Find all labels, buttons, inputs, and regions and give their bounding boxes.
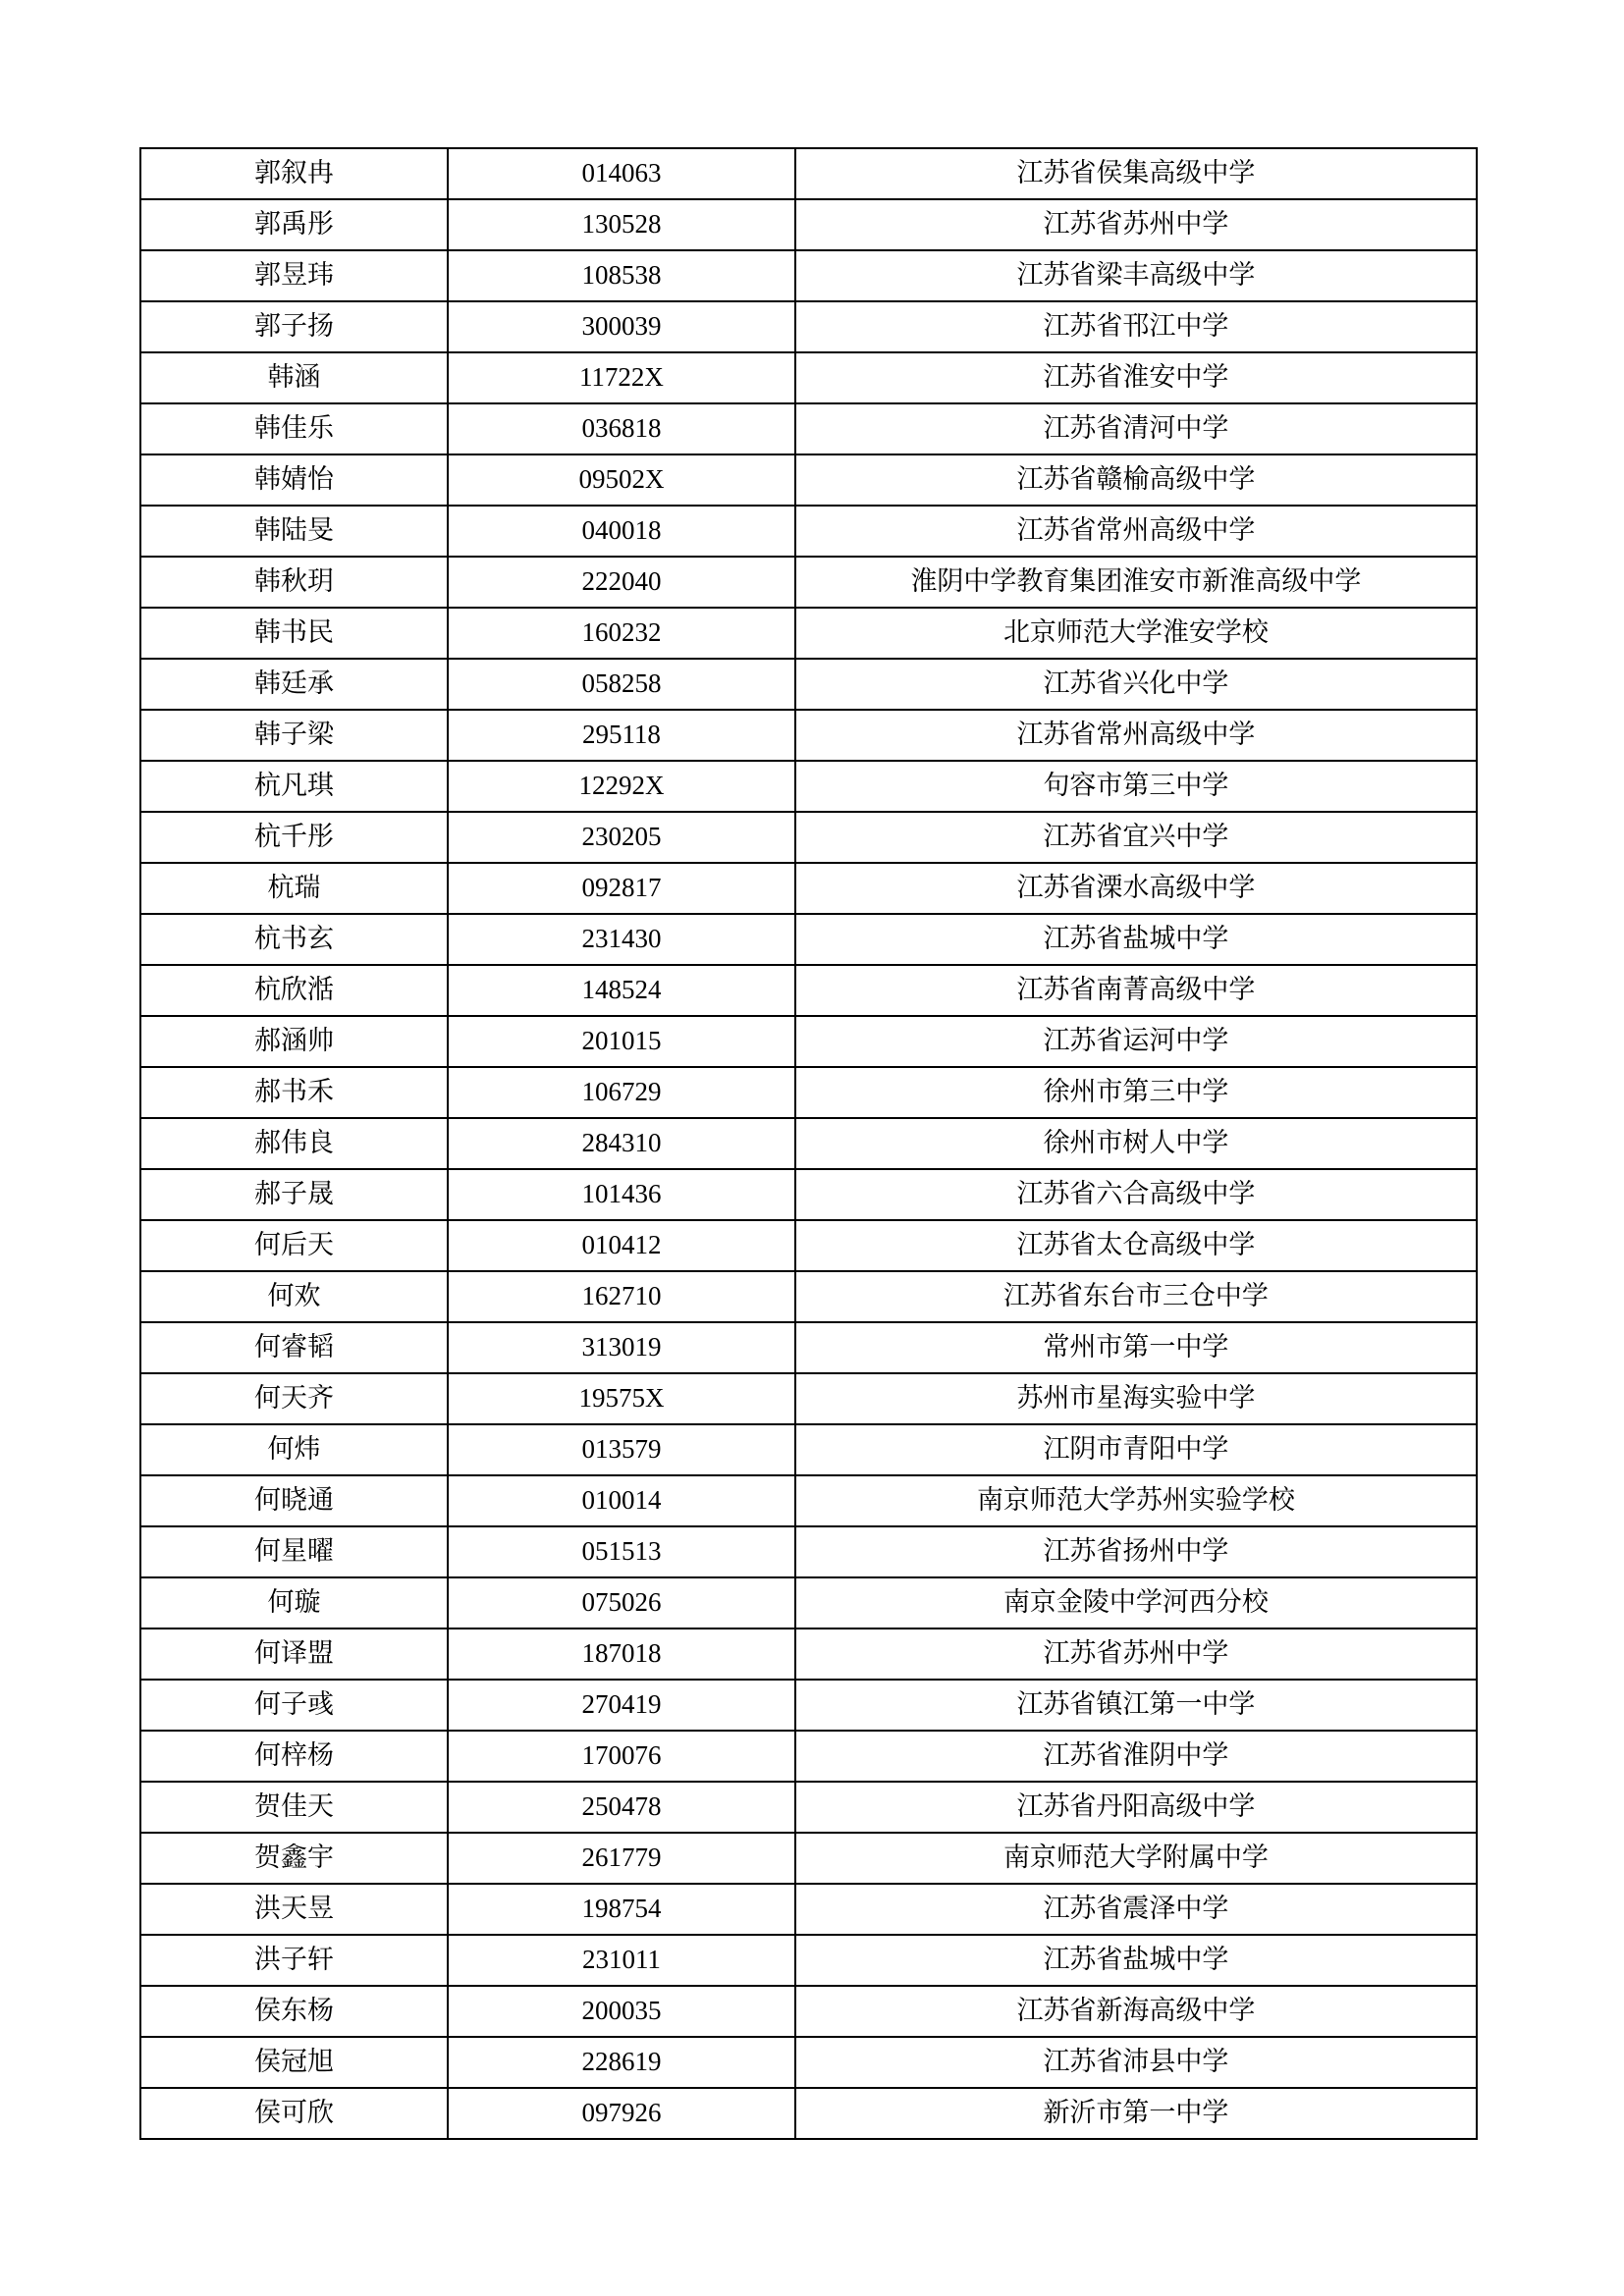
student-name: 何后天	[140, 1220, 448, 1271]
school-name: 新沂市第一中学	[795, 2088, 1477, 2139]
table-row	[140, 199, 1477, 250]
student-id: 014063	[448, 148, 795, 199]
student-id: 010412	[448, 1220, 795, 1271]
school-name: 江苏省淮阴中学	[795, 1731, 1477, 1782]
student-id: 075026	[448, 1577, 795, 1629]
student-name: 何璇	[140, 1577, 448, 1629]
table-row	[140, 1067, 1477, 1118]
table-row	[140, 2037, 1477, 2088]
student-name: 杭瑞	[140, 863, 448, 914]
student-name: 郭叙冉	[140, 148, 448, 199]
student-name: 韩书民	[140, 608, 448, 659]
table-row	[140, 1016, 1477, 1067]
school-name: 江苏省苏州中学	[795, 1629, 1477, 1680]
table-row	[140, 557, 1477, 608]
student-name: 何梓杨	[140, 1731, 448, 1782]
table-row	[140, 403, 1477, 454]
student-id: 058258	[448, 659, 795, 710]
school-name: 江苏省常州高级中学	[795, 506, 1477, 557]
student-name: 何子彧	[140, 1680, 448, 1731]
student-name: 洪子轩	[140, 1935, 448, 1986]
school-name: 江苏省盐城中学	[795, 1935, 1477, 1986]
student-name: 郭子扬	[140, 301, 448, 352]
student-id: 162710	[448, 1271, 795, 1322]
table-row	[140, 1373, 1477, 1424]
student-name: 何睿韬	[140, 1322, 448, 1373]
student-name: 韩婧怡	[140, 454, 448, 506]
school-name: 南京师范大学苏州实验学校	[795, 1475, 1477, 1526]
student-name: 何炜	[140, 1424, 448, 1475]
student-name: 侯可欣	[140, 2088, 448, 2139]
student-name: 杭书玄	[140, 914, 448, 965]
school-name: 江阴市青阳中学	[795, 1424, 1477, 1475]
student-id: 148524	[448, 965, 795, 1016]
school-name: 江苏省六合高级中学	[795, 1169, 1477, 1220]
student-id: 230205	[448, 812, 795, 863]
table-row	[140, 1118, 1477, 1169]
student-name: 韩佳乐	[140, 403, 448, 454]
student-id: 097926	[448, 2088, 795, 2139]
student-id: 250478	[448, 1782, 795, 1833]
table-row	[140, 1526, 1477, 1577]
school-name: 苏州市星海实验中学	[795, 1373, 1477, 1424]
table-row	[140, 1629, 1477, 1680]
student-id: 160232	[448, 608, 795, 659]
student-id: 313019	[448, 1322, 795, 1373]
student-name: 何晓通	[140, 1475, 448, 1526]
school-name: 江苏省丹阳高级中学	[795, 1782, 1477, 1833]
school-name: 江苏省苏州中学	[795, 199, 1477, 250]
school-name: 江苏省溧水高级中学	[795, 863, 1477, 914]
student-id: 092817	[448, 863, 795, 914]
student-name: 韩涵	[140, 352, 448, 403]
table-row	[140, 1935, 1477, 1986]
school-name: 江苏省淮安中学	[795, 352, 1477, 403]
table-row	[140, 659, 1477, 710]
table-row	[140, 454, 1477, 506]
student-id: 108538	[448, 250, 795, 301]
student-name: 杭千彤	[140, 812, 448, 863]
table-row	[140, 2088, 1477, 2139]
student-id: 12292X	[448, 761, 795, 812]
student-id: 106729	[448, 1067, 795, 1118]
table-row	[140, 1680, 1477, 1731]
school-name: 徐州市第三中学	[795, 1067, 1477, 1118]
roster-body	[140, 148, 1477, 2139]
student-id: 11722X	[448, 352, 795, 403]
student-id: 261779	[448, 1833, 795, 1884]
student-name: 韩陆旻	[140, 506, 448, 557]
student-name: 何译盟	[140, 1629, 448, 1680]
school-name: 江苏省兴化中学	[795, 659, 1477, 710]
student-name: 何欢	[140, 1271, 448, 1322]
student-id: 284310	[448, 1118, 795, 1169]
student-id: 101436	[448, 1169, 795, 1220]
student-id: 228619	[448, 2037, 795, 2088]
table-row	[140, 1731, 1477, 1782]
student-name: 贺鑫宇	[140, 1833, 448, 1884]
table-row	[140, 1884, 1477, 1935]
table-row	[140, 352, 1477, 403]
table-row	[140, 608, 1477, 659]
student-name: 杭欣湉	[140, 965, 448, 1016]
student-name: 杭凡琪	[140, 761, 448, 812]
student-name: 郭禹彤	[140, 199, 448, 250]
school-name: 江苏省盐城中学	[795, 914, 1477, 965]
school-name: 徐州市树人中学	[795, 1118, 1477, 1169]
student-id: 036818	[448, 403, 795, 454]
school-name: 江苏省邗江中学	[795, 301, 1477, 352]
school-name: 江苏省赣榆高级中学	[795, 454, 1477, 506]
school-name: 常州市第一中学	[795, 1322, 1477, 1373]
school-name: 江苏省沛县中学	[795, 2037, 1477, 2088]
table-row	[140, 1833, 1477, 1884]
student-name: 侯冠旭	[140, 2037, 448, 2088]
school-name: 句容市第三中学	[795, 761, 1477, 812]
table-row	[140, 761, 1477, 812]
student-id: 19575X	[448, 1373, 795, 1424]
student-name: 郝子晟	[140, 1169, 448, 1220]
table-row	[140, 1220, 1477, 1271]
student-name: 贺佳天	[140, 1782, 448, 1833]
table-row	[140, 1322, 1477, 1373]
student-name: 郭昱玮	[140, 250, 448, 301]
student-id: 040018	[448, 506, 795, 557]
student-id: 300039	[448, 301, 795, 352]
school-name: 江苏省南菁高级中学	[795, 965, 1477, 1016]
student-name: 韩子梁	[140, 710, 448, 761]
student-id: 187018	[448, 1629, 795, 1680]
student-id: 130528	[448, 199, 795, 250]
student-id: 09502X	[448, 454, 795, 506]
student-id: 010014	[448, 1475, 795, 1526]
table-row	[140, 1782, 1477, 1833]
table-row	[140, 1475, 1477, 1526]
student-id: 231011	[448, 1935, 795, 1986]
student-name: 何星曜	[140, 1526, 448, 1577]
table-row	[140, 863, 1477, 914]
student-name: 郝伟良	[140, 1118, 448, 1169]
student-name: 韩秋玥	[140, 557, 448, 608]
student-id: 201015	[448, 1016, 795, 1067]
school-name: 南京师范大学附属中学	[795, 1833, 1477, 1884]
school-name: 淮阴中学教育集团淮安市新淮高级中学	[795, 557, 1477, 608]
student-name: 何天齐	[140, 1373, 448, 1424]
student-name: 侯东杨	[140, 1986, 448, 2037]
student-id: 222040	[448, 557, 795, 608]
student-name: 韩廷承	[140, 659, 448, 710]
student-id: 170076	[448, 1731, 795, 1782]
school-name: 南京金陵中学河西分校	[795, 1577, 1477, 1629]
table-row	[140, 506, 1477, 557]
roster-table	[139, 147, 1478, 2140]
table-row	[140, 1169, 1477, 1220]
table-row	[140, 710, 1477, 761]
school-name: 江苏省扬州中学	[795, 1526, 1477, 1577]
table-row	[140, 1577, 1477, 1629]
school-name: 江苏省梁丰高级中学	[795, 250, 1477, 301]
student-name: 郝书禾	[140, 1067, 448, 1118]
school-name: 江苏省清河中学	[795, 403, 1477, 454]
student-name: 郝涵帅	[140, 1016, 448, 1067]
student-id: 295118	[448, 710, 795, 761]
table-row	[140, 1986, 1477, 2037]
school-name: 北京师范大学淮安学校	[795, 608, 1477, 659]
school-name: 江苏省震泽中学	[795, 1884, 1477, 1935]
student-id: 231430	[448, 914, 795, 965]
student-id: 051513	[448, 1526, 795, 1577]
student-id: 200035	[448, 1986, 795, 2037]
table-row	[140, 1271, 1477, 1322]
student-id: 198754	[448, 1884, 795, 1935]
school-name: 江苏省侯集高级中学	[795, 148, 1477, 199]
school-name: 江苏省运河中学	[795, 1016, 1477, 1067]
school-name: 江苏省镇江第一中学	[795, 1680, 1477, 1731]
table-row	[140, 148, 1477, 199]
student-name: 洪天昱	[140, 1884, 448, 1935]
student-id: 013579	[448, 1424, 795, 1475]
school-name: 江苏省常州高级中学	[795, 710, 1477, 761]
school-name: 江苏省太仓高级中学	[795, 1220, 1477, 1271]
school-name: 江苏省新海高级中学	[795, 1986, 1477, 2037]
table-row	[140, 914, 1477, 965]
table-row	[140, 301, 1477, 352]
table-row	[140, 812, 1477, 863]
student-id: 270419	[448, 1680, 795, 1731]
school-name: 江苏省东台市三仓中学	[795, 1271, 1477, 1322]
table-row	[140, 1424, 1477, 1475]
school-name: 江苏省宜兴中学	[795, 812, 1477, 863]
table-row	[140, 965, 1477, 1016]
table-row	[140, 250, 1477, 301]
